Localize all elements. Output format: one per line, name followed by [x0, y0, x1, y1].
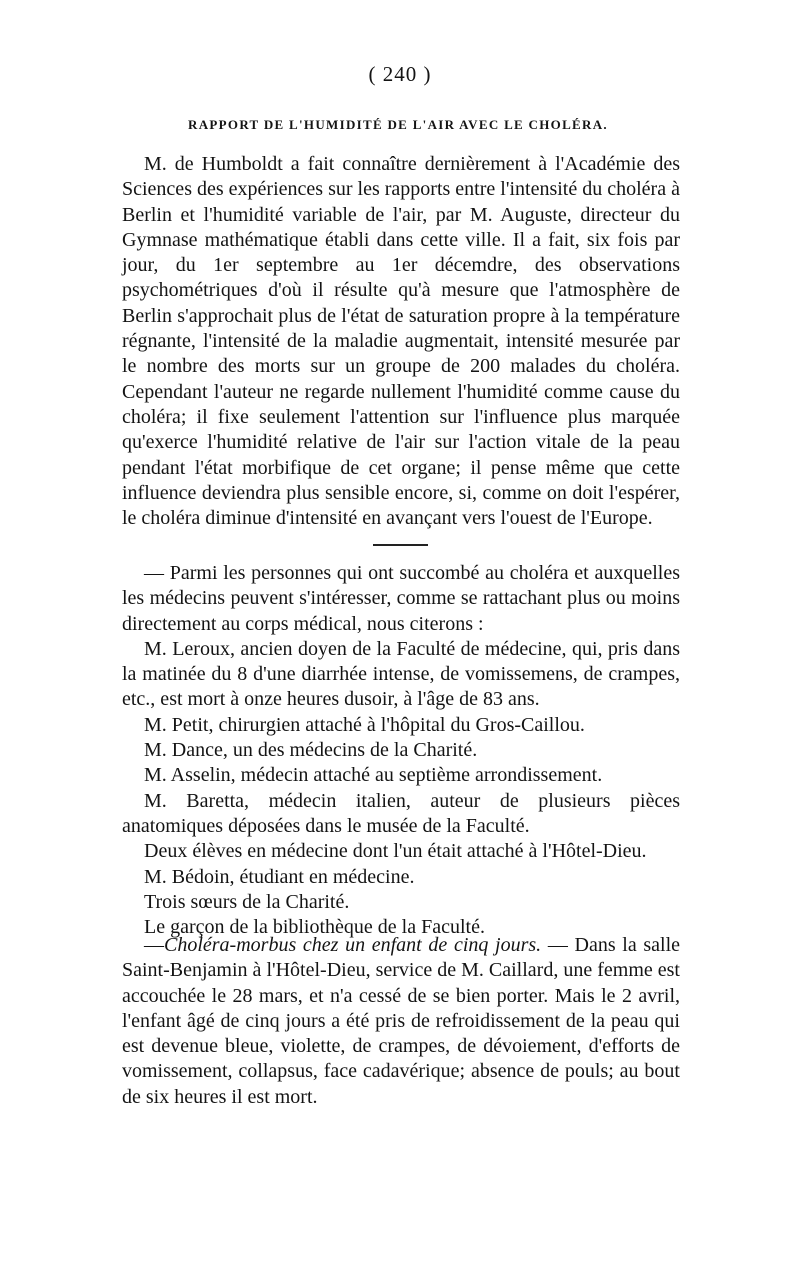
- case-dash: —: [144, 934, 164, 956]
- obituary-item: M. Baretta, médecin italien, auteur de plusieurs pièces anatomiques déposées dans le musée de la Faculté.: [122, 789, 680, 837]
- obituary-item: M. Leroux, ancien doyen de la Faculté de médecine, qui, pris dans la matinée du 8 d'une diarrhée intense, de vomissemens, de crampes, etc., est mort à onze heures dusoir, à l'âge de 83 ans.: [122, 637, 680, 711]
- section-heading: RAPPORT DE L'HUMIDITÉ DE L'AIR AVEC LE CHOLÉRA.: [188, 117, 608, 132]
- case-report-paragraph: [122, 933, 680, 1110]
- obituary-item: Deux élèves en médecine dont l'un était attaché à l'Hôtel-Dieu.: [144, 840, 647, 863]
- section-divider: [373, 544, 428, 546]
- obituary-item: M. Dance, un des médecins de la Charité.: [144, 739, 478, 762]
- case-report-title: Choléra-morbus chez un enfant de cinq jours.: [164, 934, 542, 956]
- obituary-item: Trois sœurs de la Charité.: [144, 890, 350, 913]
- obituary-block: [122, 561, 680, 940]
- obituary-intro: — Parmi les personnes qui ont succombé au choléra et auxquelles les médecins peuvent s'intéresser, comme se rattachant plus ou moins directement au corps médical, nous citerons :: [122, 562, 680, 635]
- obituary-item: M. Bédoin, étudiant en médecine.: [144, 865, 415, 888]
- obituary-item: Le garçon de la bibliothèque de la Faculté.: [144, 916, 485, 939]
- case-report-text: — Dans la salle Saint-Benjamin à l'Hôtel-Dieu, service de M. Caillard, une femme est accouchée le 28 mars, et n'a cessé de se bien porter. Mais le 2 avril, l'enfant âgé de cinq jours a été pris de refroidissement de la peau qui est devenue bleue, violette, de crampes, de dévoiement, d'efforts de vomissement, collapsus, face cadavérique; absence de pouls; au bout de six heures il est mort.: [122, 934, 681, 1108]
- obituary-item: M. Asselin, médecin attaché au septième arrondissement.: [144, 764, 603, 787]
- obituary-item: M. Petit, chirurgien attaché à l'hôpital du Gros-Caillou.: [144, 713, 585, 736]
- page-number: ( 240 ): [368, 62, 432, 86]
- humboldt-paragraph: M. de Humboldt a fait connaître dernièrement à l'Académie des Sciences des expériences sur les rapports entre l'intensité du choléra à Berlin et l'humidité variable de l'air, par M. Auguste, directeur du Gymnase mathématique établi dans cette ville. Il a fait, six fois par jour, du 1er septembre au 1er décemdre, des observations psychométriques d'où il résulte qu'à mesure que l'atmosphère de Berlin s'approchait plus de l'état de saturation propre à la température régnante, l'intensité de la maladie augmentait, intensité mesurée par le nombre des morts sur un groupe de 200 malades du choléra. Cependant l'auteur ne regarde nullement l'humidité comme cause du choléra; il fixe seulement l'attention sur l'influence plus marquée qu'exerce l'humidité relative de l'air sur l'action vitale de la peau pendant l'état morbifique de cet organe; il pense même que cette influence deviendra plus sensible encore, si, comme on doit l'espérer, le choléra diminue d'intensité en avançant vers l'ouest de l'Europe.: [122, 153, 680, 530]
